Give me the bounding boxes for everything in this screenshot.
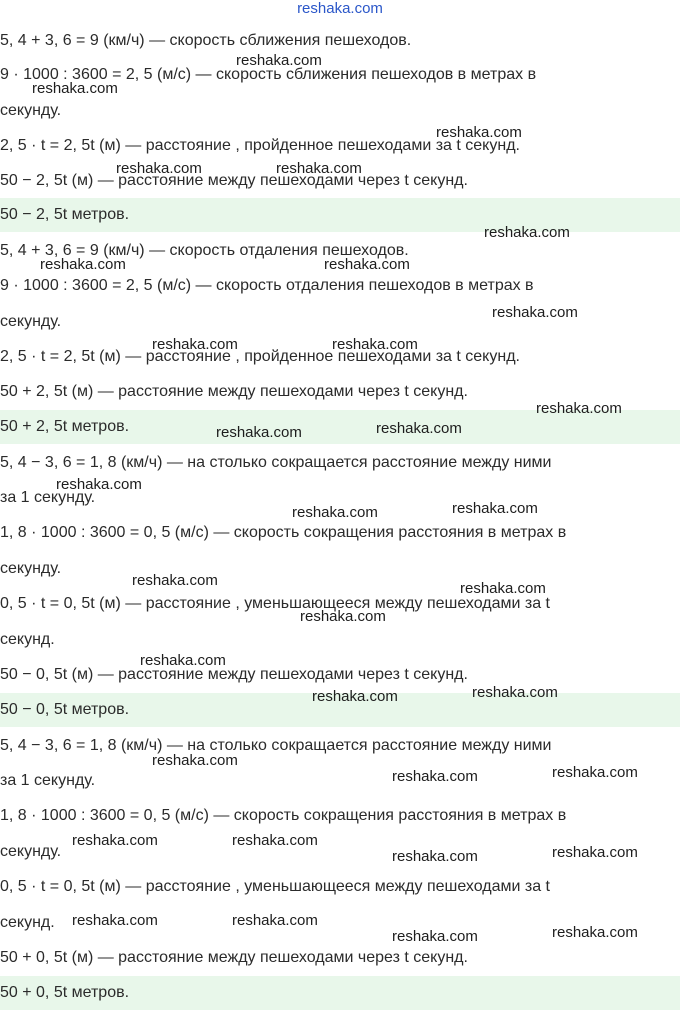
watermark: reshaka.com [236,52,322,69]
solution-line: 5, 4 + 3, 6 = 9 (км/ч) — скорость отдаления пешеходов. [0,242,409,259]
solution-line: 50 + 2, 5t (м) — расстояние между пешеходами через t секунд. [0,383,468,400]
solution-line: секунду. [0,102,62,119]
solution-line: 1, 8 · 1000 : 3600 = 0, 5 (м/с) — скорость сокращения расстояния в метрах в [0,524,567,541]
watermark: reshaka.com [312,688,398,705]
watermark: reshaka.com [152,336,238,353]
site-watermark-top: reshaka.com [297,0,383,17]
watermark: reshaka.com [292,504,378,521]
solution-line: 2, 5 · t = 2, 5t (м) — расстояние , пройденное пешеходами за t секунд. [0,348,520,365]
solution-line: за 1 секунду. [0,772,96,789]
watermark: reshaka.com [392,848,478,865]
watermark: reshaka.com [552,924,638,941]
solution-line: 50 − 0, 5t (м) — расстояние между пешеходами через t секунд. [0,666,468,683]
solution-line: секунду. [0,313,62,330]
solution-line: секунд. [0,914,55,931]
answer-line: 50 − 0, 5t метров. [0,701,130,718]
watermark: reshaka.com [484,224,570,241]
solution-line: 5, 4 − 3, 6 = 1, 8 (км/ч) — на столько сокращается расстояние между ними [0,454,552,471]
answer-line: 50 + 2, 5t метров. [0,418,130,435]
answer-line: 50 + 0, 5t метров. [0,984,130,1001]
solution-line: 0, 5 · t = 0, 5t (м) — расстояние , уменьшающееся между пешеходами за t [0,595,550,612]
watermark: reshaka.com [152,752,238,769]
watermark: reshaka.com [460,580,546,597]
watermark: reshaka.com [232,912,318,929]
watermark: reshaka.com [72,832,158,849]
solution-line: 50 + 0, 5t (м) — расстояние между пешеходами через t секунд. [0,949,468,966]
watermark: reshaka.com [436,124,522,141]
solution-line: секунду. [0,843,62,860]
watermark: reshaka.com [32,80,118,97]
watermark: reshaka.com [452,500,538,517]
watermark: reshaka.com [472,684,558,701]
solution-line: 5, 4 − 3, 6 = 1, 8 (км/ч) — на столько сокращается расстояние между ними [0,737,552,754]
watermark: reshaka.com [392,768,478,785]
solution-line: 0, 5 · t = 0, 5t (м) — расстояние , уменьшающееся между пешеходами за t [0,878,550,895]
watermark: reshaka.com [216,424,302,441]
watermark: reshaka.com [552,764,638,781]
answer-line: 50 − 2, 5t метров. [0,206,130,223]
watermark: reshaka.com [276,160,362,177]
watermark: reshaka.com [552,844,638,861]
solution-line: секунд. [0,631,55,648]
watermark: reshaka.com [300,608,386,625]
watermark: reshaka.com [332,336,418,353]
watermark: reshaka.com [56,476,142,493]
solution-line: 1, 8 · 1000 : 3600 = 0, 5 (м/с) — скорость сокращения расстояния в метрах в [0,807,567,824]
solution-line: 9 · 1000 : 3600 = 2, 5 (м/с) — скорость сближения пешеходов в метрах в [0,66,537,83]
solution-line: секунду. [0,560,62,577]
solution-line: за 1 секунду. [0,489,96,506]
watermark: reshaka.com [132,572,218,589]
watermark: reshaka.com [324,256,410,273]
watermark: reshaka.com [116,160,202,177]
solution-line: 2, 5 · t = 2, 5t (м) — расстояние , пройденное пешеходами за t секунд. [0,137,520,154]
solution-line: 9 · 1000 : 3600 = 2, 5 (м/с) — скорость отдаления пешеходов в метрах в [0,277,534,294]
watermark: reshaka.com [232,832,318,849]
solution-line: 50 − 2, 5t (м) — расстояние между пешеходами через t секунд. [0,172,468,189]
watermark: reshaka.com [536,400,622,417]
solution-line: 5, 4 + 3, 6 = 9 (км/ч) — скорость сближения пешеходов. [0,32,412,49]
watermark: reshaka.com [140,652,226,669]
watermark: reshaka.com [72,912,158,929]
watermark: reshaka.com [492,304,578,321]
watermark: reshaka.com [40,256,126,273]
watermark: reshaka.com [392,928,478,945]
watermark: reshaka.com [376,420,462,437]
